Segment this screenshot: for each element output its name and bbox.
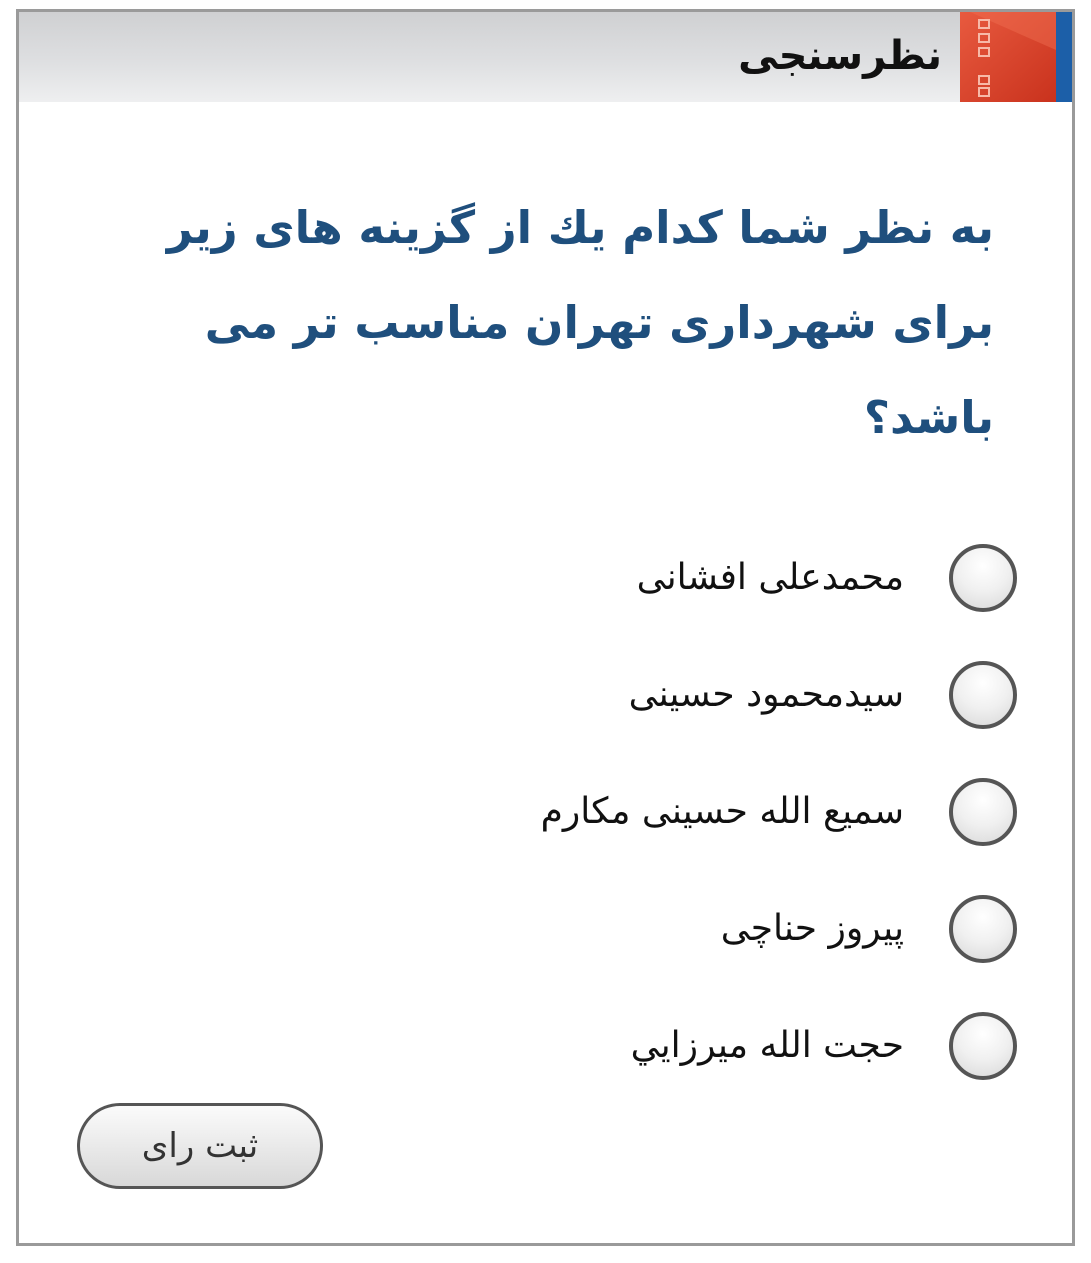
poll-header — [19, 12, 1072, 102]
radio-button[interactable] — [949, 661, 1017, 729]
radio-button[interactable] — [949, 895, 1017, 963]
poll-question: به نظر شما كدام يك از گزينه های زير برای شهرداری تهران مناسب تر می باشد؟ — [166, 201, 994, 444]
poll-option[interactable] — [297, 753, 1017, 870]
option-label: حجت الله میرزايي — [630, 1024, 904, 1066]
poll-option[interactable] — [297, 519, 1017, 636]
poll-options — [297, 519, 1017, 1104]
submit-vote-button[interactable]: ثبت رای — [77, 1103, 323, 1189]
radio-button[interactable] — [949, 1012, 1017, 1080]
radio-button[interactable] — [949, 544, 1017, 612]
option-label: پیروز حناچی — [720, 907, 904, 949]
poll-option[interactable] — [297, 636, 1017, 753]
option-label: سمیع الله حسینی مکارم — [540, 790, 904, 832]
poll-widget — [16, 9, 1075, 1246]
poll-logo-icon — [960, 12, 1072, 102]
radio-button[interactable] — [949, 778, 1017, 846]
poll-option[interactable] — [297, 870, 1017, 987]
option-label: محمدعلی افشانی — [636, 556, 904, 598]
header-title: نظرسنجی — [738, 33, 942, 79]
poll-option[interactable] — [297, 987, 1017, 1104]
option-label: سیدمحمود حسینی — [628, 673, 904, 715]
